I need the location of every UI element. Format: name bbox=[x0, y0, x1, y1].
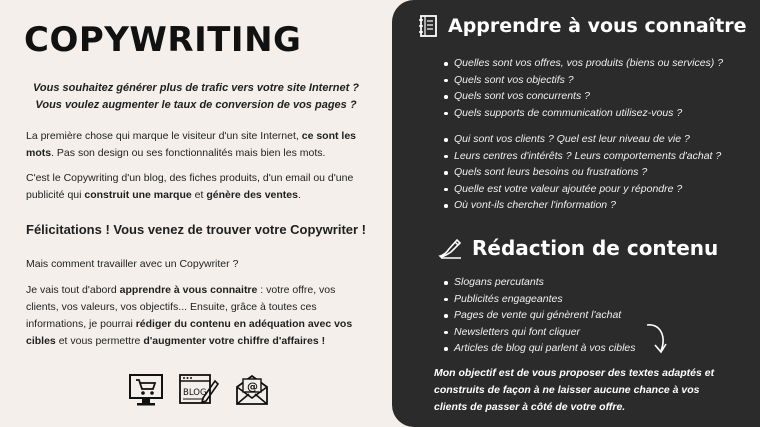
list-item: Leurs centres d'intérêts ? Leurs comportements d'achat ? bbox=[444, 148, 721, 165]
list-item: Newsletters qui font cliquer bbox=[444, 324, 636, 341]
list-item: Quels sont leurs besoins ou frustrations ? bbox=[444, 164, 721, 181]
intro-line-1: Vous souhaitez générer plus de trafic vers votre site Internet ? bbox=[32, 82, 360, 94]
list-item: Quelle est votre valeur ajoutée pour y répondre ? bbox=[444, 181, 721, 198]
list-item: Slogans percutants bbox=[444, 274, 636, 291]
questions-clients-list bbox=[444, 131, 721, 214]
list-item: Où vont-ils chercher l'information ? bbox=[444, 197, 721, 214]
bold-segment: rédiger du contenu en adéquation avec vos cibles bbox=[26, 318, 353, 347]
paragraph-copywriting bbox=[26, 170, 366, 204]
text-segment: : votre offre, vos clients, vos valeurs, vos objectifs... Ensuite, grâce à toutes ces informations, je pourrai bbox=[26, 284, 336, 330]
list-item: Pages de vente qui génèrent l'achat bbox=[444, 307, 636, 324]
list-item: Publicités engageantes bbox=[444, 291, 636, 308]
curved-arrow-icon bbox=[644, 321, 674, 357]
congratulations-heading: Félicitations ! Vous venez de trouver votre Copywriter ! bbox=[26, 222, 366, 237]
text-segment: . Pas son design ou ses fonctionnalités mais bien les mots. bbox=[51, 147, 326, 159]
page-title: COPYWRITING bbox=[24, 20, 302, 60]
closing-statement: Mon objectif est de vous proposer des textes adaptés et construits de façon à ne laisser aucune chance à vos clients de passer à côté de votre offre. bbox=[434, 367, 715, 413]
notebook-icon bbox=[416, 14, 440, 38]
list-item: Quels sont vos concurrents ? bbox=[444, 88, 723, 105]
list-item: Qui sont vos clients ? Quel est leur niveau de vie ? bbox=[444, 131, 721, 148]
paragraph-question: Mais comment travailler avec un Copywriter ? bbox=[26, 258, 239, 270]
icon-row bbox=[128, 373, 270, 407]
content-types-list bbox=[444, 274, 636, 357]
section-know-you-title: Apprendre à vous connaître bbox=[448, 15, 747, 37]
text-segment: . bbox=[297, 189, 301, 201]
at-sign: @ bbox=[247, 380, 258, 393]
list-item: Quels sont vos objectifs ? bbox=[444, 72, 723, 89]
section-know-you-title-row bbox=[416, 14, 747, 38]
bold-segment: ce sont les mots bbox=[26, 130, 357, 159]
right-panel bbox=[392, 0, 760, 427]
intro-questions bbox=[26, 80, 366, 114]
email-icon bbox=[234, 373, 270, 407]
shopping-cart-monitor-icon bbox=[128, 373, 164, 407]
writing-hand-icon bbox=[438, 236, 464, 260]
intro-line-2: Vous voulez augmenter le taux de conversion de vos pages ? bbox=[35, 99, 357, 111]
text-segment: Je vais tout d'abord bbox=[26, 284, 120, 296]
text-segment: et vous permettre bbox=[55, 335, 144, 347]
list-item: Quels supports de communication utilisez-vous ? bbox=[444, 105, 723, 122]
bold-segment: d'augmenter votre chiffre d'affaires ! bbox=[143, 335, 326, 347]
text-segment: et bbox=[191, 189, 207, 201]
section-content-title: Rédaction de contenu bbox=[472, 236, 719, 260]
blog-label: BLOG bbox=[183, 388, 207, 398]
questions-business-list bbox=[444, 55, 723, 121]
blog-icon bbox=[178, 373, 220, 407]
bold-segment: génère des ventes bbox=[206, 189, 298, 201]
paragraph-words bbox=[26, 128, 366, 162]
list-item: Articles de blog qui parlent à vos cibles bbox=[444, 340, 636, 357]
paragraph-process bbox=[26, 282, 366, 350]
bold-segment: construit une marque bbox=[84, 189, 192, 201]
text-segment: C'est le Copywriting d'un blog, des fiches produits, d'un email ou d'une publicité qui bbox=[26, 172, 354, 201]
bold-segment: apprendre à vous connaitre bbox=[119, 284, 258, 296]
list-item: Quelles sont vos offres, vos produits (biens ou services) ? bbox=[444, 55, 723, 72]
section-content-title-row bbox=[438, 236, 718, 260]
text-segment: La première chose qui marque le visiteur d'un site Internet, bbox=[26, 130, 302, 142]
